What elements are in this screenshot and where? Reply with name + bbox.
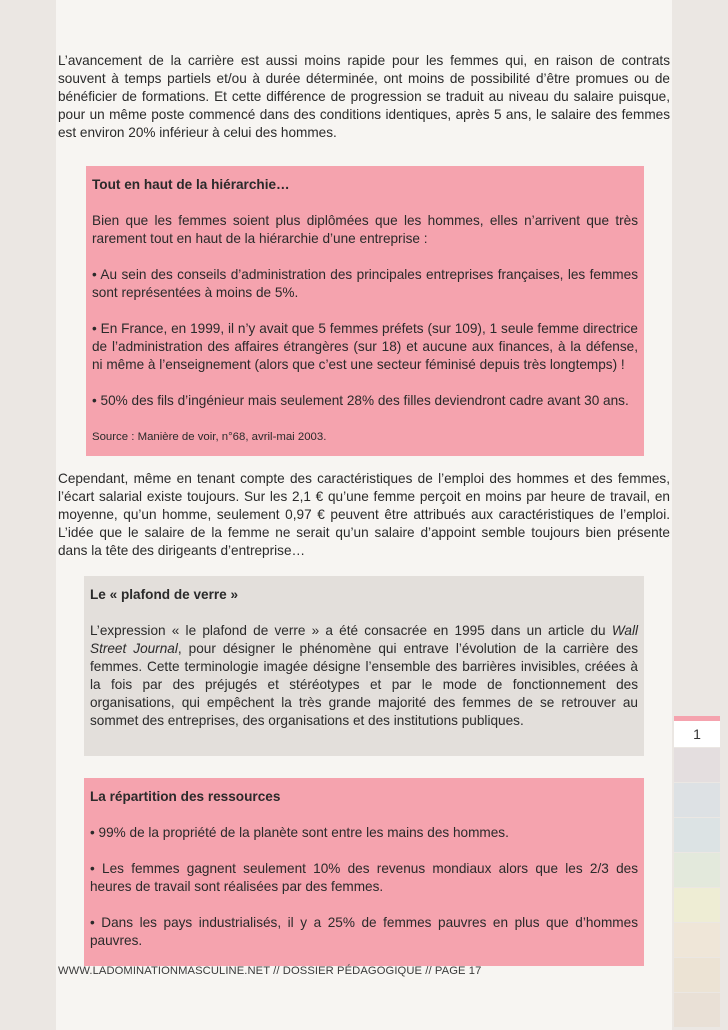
hierarchy-bullet-2: • En France, en 1999, il n’y avait que 5 femmes préfets (sur 109), 1 seule femme directrice de l’administration des affaires étrangères (sur 18) et aucune aux finances, à la défense, ni même à l’enseignement (alors que c’est une secteur féminisé depuis très longtemps) ! [92,321,638,372]
hierarchy-bullet-3: • 50% des fils d’ingénieur mais seulement 28% des filles deviendront cadre avant 30 ans. [92,393,629,408]
color-tab [674,783,720,817]
resources-box-title: La répartition des ressources [90,789,281,804]
resources-bullet-2: • Les femmes gagnent seulement 10% des revenus mondiaux alors que les 2/3 des heures de travail sont réalisées par des femmes. [90,861,638,894]
hierarchy-box [86,166,644,456]
resources-box [84,778,644,966]
color-tab [674,923,720,957]
middle-paragraph: Cependant, même en tenant compte des caractéristiques de l’emploi des hommes et des femmes, l’écart salarial existe toujours. Sur les 2,1 € qu’une femme perçoit en moins par heure de travail, en moyenne, qu’un homme, seulement 0,97 € peuvent être attribués aux caractéristiques de l’emploi. L’idée que le salaire de la femme ne serait qu’un salaire d’appoint semble toujours bien présente dans la tête des dirigeants d’entreprise… [58,471,670,558]
glass-ceiling-journal: Wall Street Journal [90,623,638,656]
glass-ceiling-text [90,622,638,730]
color-tab [674,818,720,852]
resources-bullet-3: • Dans les pays industrialisés, il y a 25% de femmes pauvres en plus que d’hommes pauvres. [90,915,638,948]
glass-ceiling-box [84,576,644,756]
document-content [58,52,670,966]
resources-bullet-1: • 99% de la propriété de la planète sont entre les mains des hommes. [90,825,509,840]
color-tab [674,748,720,782]
side-tab-strip [674,716,720,1028]
hierarchy-bullet-1: • Au sein des conseils d’administration des principales entreprises françaises, les femmes sont représentées à moins de 5%. [92,267,638,300]
glass-ceiling-text-a: L’expression « le plafond de verre » a été consacrée en 1995 dans un article du [90,623,612,638]
intro-paragraph: L’avancement de la carrière est aussi moins rapide pour les femmes qui, en raison de contrats souvent à temps partiels et/ou à durée déterminée, ont moins de possibilité d’être promues ou de bénéficier de formations. Et cette différence de progression se traduit au niveau du salaire puisque, pour un même poste commencé dans des conditions identiques, après 5 ans, le salaire des femmes est environ 20% inférieur à celui des hommes. [58,53,670,140]
hierarchy-box-title: Tout en haut de la hiérarchie… [92,177,290,192]
hierarchy-lead: Bien que les femmes soient plus diplômées que les hommes, elles n’arrivent que très rarement tout en haut de la hiérarchie d’une entreprise : [92,213,638,246]
chapter-number-tab[interactable]: 1 [674,716,720,747]
color-tab [674,888,720,922]
color-tab [674,958,720,992]
glass-ceiling-text-b: , pour désigner le phénomène qui entrave l’évolution de la carrière des femmes. Cette terminologie imagée désigne l’ensemble des barrières invisibles, créées à la fois par des préjugés et stéréotypes et par le mode de fonctionnement des organisations, qui empêchent la très grande majorité des femmes de se retrouver au sommet des entreprises, des organisations et des institutions publiques. [90,641,638,728]
page-footer: WWW.LADOMINATIONMASCULINE.NET // DOSSIER PÉDAGOGIQUE // PAGE 17 [58,965,482,977]
color-tab [674,993,720,1027]
hierarchy-source: Source : Manière de voir, n°68, avril-mai 2003. [92,431,327,443]
glass-ceiling-title: Le « plafond de verre » [90,587,239,602]
color-tab [674,853,720,887]
